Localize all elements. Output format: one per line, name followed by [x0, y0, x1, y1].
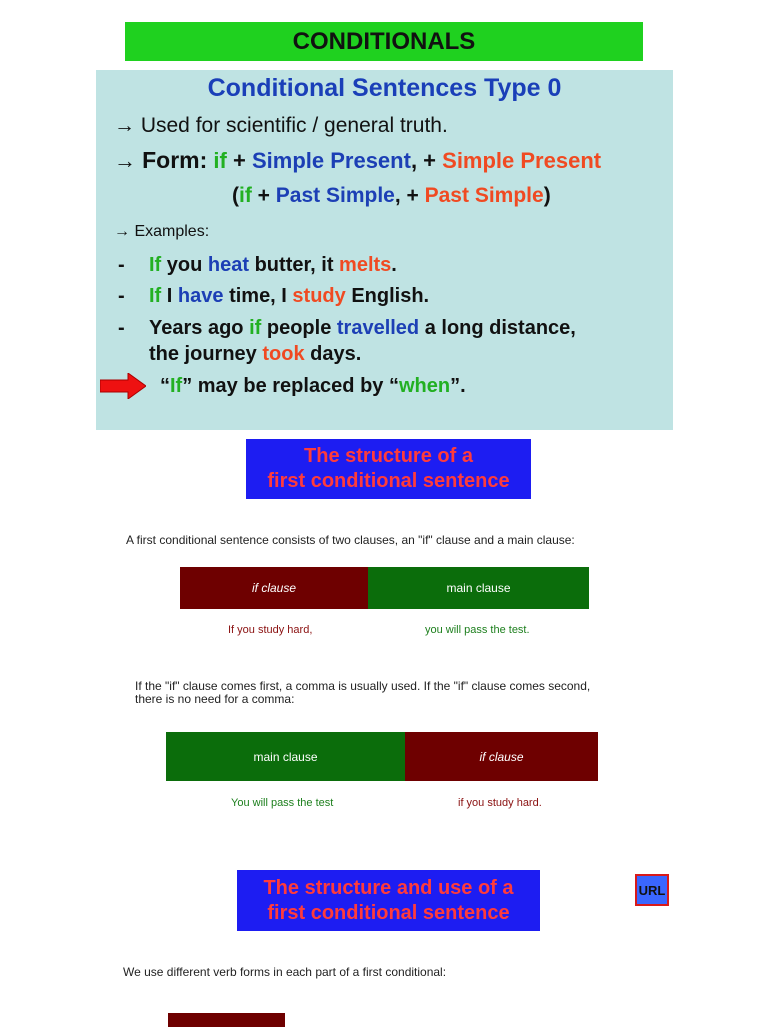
ex4-if: If	[170, 375, 183, 397]
example-4-note	[160, 375, 466, 398]
ex3b-text-a: the journey	[149, 343, 257, 365]
if-clause-segment	[405, 732, 598, 781]
table-header-bar	[168, 1013, 285, 1027]
comma-rule-paragraph	[135, 680, 590, 706]
ex3b-text-c: days.	[310, 343, 362, 365]
ex3-verb: travelled	[336, 317, 420, 339]
verb-forms-paragraph: We use different verb forms in each part of a first conditional:	[123, 965, 447, 979]
section-heading-structure-use	[237, 870, 540, 931]
if-clause-label: if clause	[251, 581, 297, 595]
example-3-continued	[149, 343, 361, 366]
box1-line-2: first conditional sentence	[267, 470, 510, 492]
intro-paragraph: A first conditional sentence consists of two clauses, an "if" clause and a main clause:	[126, 533, 575, 547]
box2-line-1: The structure and use of a	[263, 876, 514, 899]
ex3-if: if	[249, 317, 262, 339]
form-label: Form:	[142, 147, 208, 173]
ex2-text-c: time, I	[229, 285, 287, 307]
main-clause-segment: main clause	[166, 732, 405, 781]
box1-line-1: The structure of a	[304, 445, 473, 467]
ex2-verb: have	[177, 285, 224, 307]
url-button[interactable]: URL	[635, 874, 669, 906]
example-3	[149, 317, 576, 340]
example-main-clause: You will pass the test	[231, 797, 334, 809]
example-1	[149, 254, 397, 277]
ex1-period: .	[391, 254, 397, 276]
form-simple-present-1: Simple Present	[251, 148, 411, 173]
ex1-result-verb: melts	[339, 254, 392, 276]
ex2-result-verb: study	[292, 285, 346, 307]
type0-heading: Conditional Sentences Type 0	[207, 74, 562, 102]
ex3b-result-verb: took	[262, 343, 305, 365]
ex2-if: If	[149, 285, 162, 307]
past-if: if	[239, 184, 252, 207]
if-clause-label: if clause	[479, 749, 524, 764]
ex2-text-a: I	[166, 285, 173, 307]
examples-label: → Examples:	[114, 223, 210, 240]
form-comma-plus: , +	[410, 148, 437, 173]
ex4-quote-open: “	[160, 375, 170, 397]
paren-close: )	[543, 184, 551, 207]
ex2-text-e: English.	[351, 285, 430, 307]
bullet-dash: -	[118, 317, 125, 339]
past-plus: +	[257, 184, 270, 207]
comma-rule-line-2: there is no need for a comma:	[135, 692, 295, 706]
past-simple-2: Past Simple	[424, 184, 544, 207]
clause-bar-if-first	[180, 567, 589, 609]
ex1-if: If	[149, 254, 162, 276]
past-simple-1: Past Simple	[275, 184, 395, 207]
bullet-dash: -	[118, 254, 125, 276]
example-main-clause: you will pass the test.	[425, 624, 530, 636]
usage-line: → Used for scientific / general truth.	[114, 114, 448, 137]
example-if-clause: if you study hard.	[458, 797, 542, 809]
ex4-quote-close: ”.	[450, 375, 466, 397]
form-plus: +	[233, 148, 246, 173]
ex3-text-d: a long distance,	[424, 317, 576, 339]
ex4-text: ” may be replaced by “	[182, 375, 399, 397]
ex3-text-a: Years ago	[149, 317, 244, 339]
main-clause-segment: main clause	[368, 567, 589, 609]
ex4-when: when	[398, 375, 451, 397]
section-heading-structure	[246, 439, 531, 499]
past-comma-plus: , +	[394, 184, 419, 207]
if-clause-segment	[180, 567, 368, 609]
arrow-glyph: →	[114, 148, 136, 173]
past-form-line	[232, 184, 551, 208]
ex3-text-b: people	[266, 317, 332, 339]
clause-bar-main-first	[166, 732, 598, 781]
form-simple-present-2: Simple Present	[442, 148, 602, 173]
right-arrow-icon	[100, 373, 146, 399]
form-line	[114, 147, 601, 174]
ex1-text-c: butter, it	[254, 254, 334, 276]
box2-line-2: first conditional sentence	[267, 901, 510, 924]
comma-rule-line-1: If the "if" clause comes first, a comma is usually used. If the "if" clause comes second,	[135, 679, 591, 693]
example-if-clause: If you study hard,	[228, 624, 313, 636]
ex1-verb: heat	[207, 254, 250, 276]
page-title: CONDITIONALS	[125, 22, 643, 61]
ex1-text-a: you	[166, 254, 203, 276]
example-2	[149, 285, 429, 308]
form-if: if	[213, 148, 227, 173]
bullet-dash: -	[118, 285, 125, 307]
type0-panel	[96, 70, 673, 430]
paren-open: (	[232, 184, 239, 207]
